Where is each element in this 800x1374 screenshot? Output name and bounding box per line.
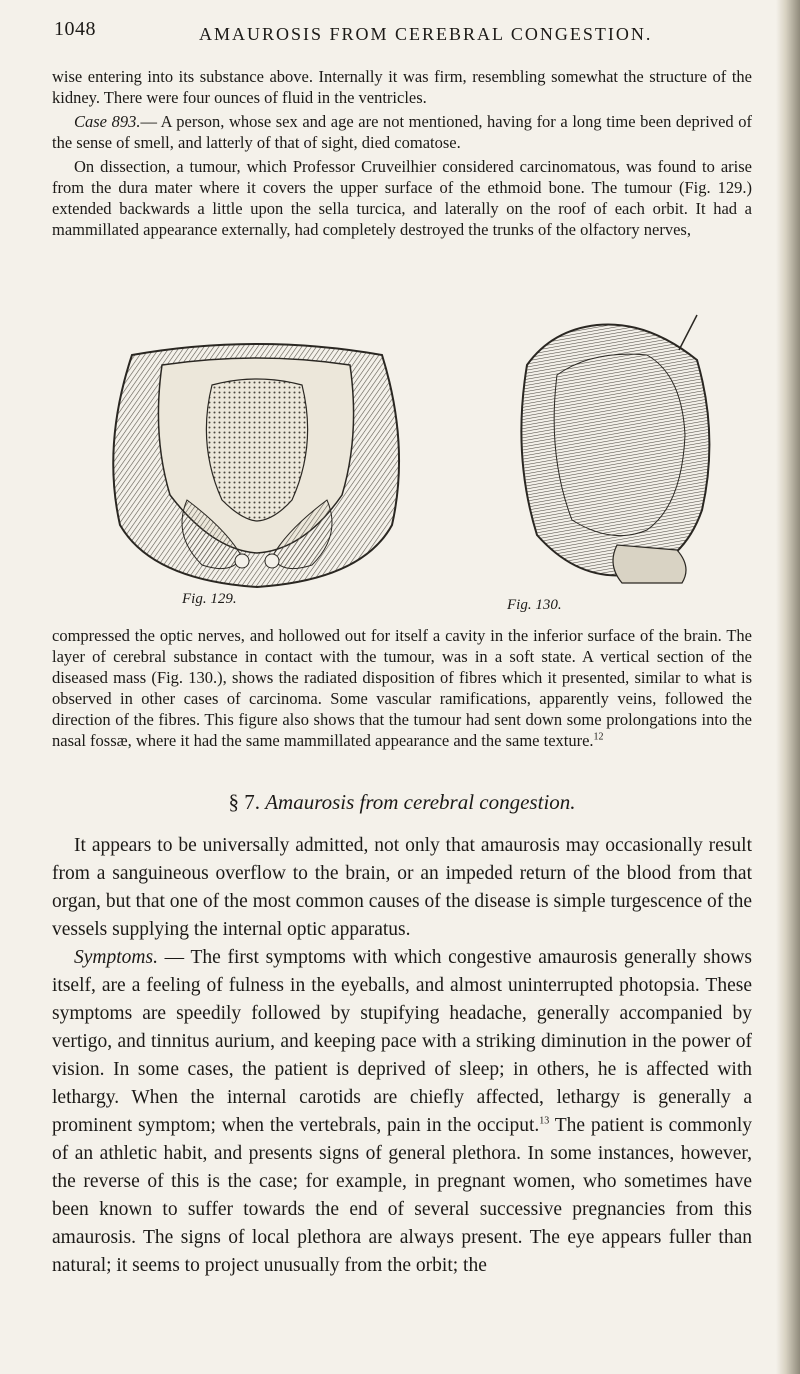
section-number: § 7.	[228, 790, 260, 814]
after-figures-text: compressed the optic nerves, and hollowed out for itself a cavity in the inferior surface of the brain. The layer of cerebral substance in contact with the tumour, was in a soft state. A vertical section of the diseased mass (Fig. 130.), shows the radiated disposition of fibres which it presented, similar to what is observed in other cases of carcinoma. Some vascular ramifications, apparently veins, followed the direction of the fibres. This figure also shows that the tumour had sent down some prolongations into the nasal fossæ, where it had the same mammillated appearance and the same texture.	[52, 626, 752, 750]
footnote-ref-13: 13	[539, 1115, 550, 1127]
case-label: Case 893.	[74, 112, 141, 131]
after-figures-block	[52, 625, 752, 751]
case-text: — A person, whose sex and age are not mentioned, having for a long time been deprived of the sense of smell, and latterly of that of sight, died comatose.	[52, 112, 753, 152]
symptoms-label: Symptoms.	[74, 947, 158, 968]
top-text-block	[52, 66, 752, 240]
footnote-ref-12: 12	[593, 731, 604, 743]
figure-129-caption: Fig. 129.	[182, 591, 237, 607]
symptoms-text-2: The patient is commonly of an athletic habit, and presents signs of general plethora. In some instances, however, the reverse of this is the case; for example, in pregnant women, who sometimes have been known to suffer towards the end of several successive pregnancies from this amaurosis. The signs of local plethora are always present. The eye appears fuller than natural; it seems to project unusually from the orbit; the	[52, 1115, 752, 1276]
section-heading	[52, 790, 752, 815]
figure-130-illustration	[497, 305, 727, 595]
figure-130-caption: Fig. 130.	[507, 597, 562, 613]
symptoms-text-1: — The first symptoms with which congestive amaurosis generally shows itself, are a feeling of fulness in the eyeballs, and almost uninterrupted photopsia. These symptoms are speedily followed by stupifying headache, generally accompanied by vertigo, and tinnitus aurium, and keeping pace with a striking diminution in the power of vision. In some cases, the patient is deprived of sleep; in others, he is affected with lethargy. When the internal carotids are chiefly affected, lethargy is generally a prominent symptom; when the vertebrals, pain in the occiput.	[52, 947, 752, 1136]
top-paragraph: wise entering into its substance above. Internally it was firm, resembling somewhat the structure of the kidney. There were four ounces of fluid in the ventricles.	[52, 67, 752, 107]
section-body	[52, 832, 752, 1280]
page-header	[54, 18, 760, 48]
figure-130	[497, 305, 727, 613]
section-paragraph-2	[52, 944, 752, 1280]
running-title: AMAUROSIS FROM CEREBRAL CONGESTION.	[199, 24, 653, 44]
page-edge-shadow	[776, 0, 800, 1374]
figures-row	[52, 325, 752, 620]
figure-129	[92, 325, 422, 607]
case-paragraph	[52, 111, 752, 153]
section-title: Amaurosis from cerebral congestion.	[265, 790, 576, 814]
figure-129-illustration	[92, 325, 422, 590]
after-figures-paragraph	[52, 625, 752, 751]
dissection-paragraph: On dissection, a tumour, which Professor Cruveilhier considered carcinomatous, was found to arise from the dura mater where it covers the upper surface of the ethmoid bone. The tumour (Fig. 129.) extended backwards a little upon the sella turcica, and laterally on the roof of each orbit. It had a mammillated appearance externally, had completely destroyed the trunks of the olfactory nerves,	[52, 157, 752, 239]
section-paragraph-1: It appears to be universally admitted, not only that amaurosis may occasionally result from a sanguineous overflow to the brain, or an impeded return of the blood from that organ, but that one of the most common causes of the disease is simple turgescence of the vessels supplying the internal optic apparatus.	[52, 835, 752, 940]
page-number: 1048	[54, 18, 96, 40]
